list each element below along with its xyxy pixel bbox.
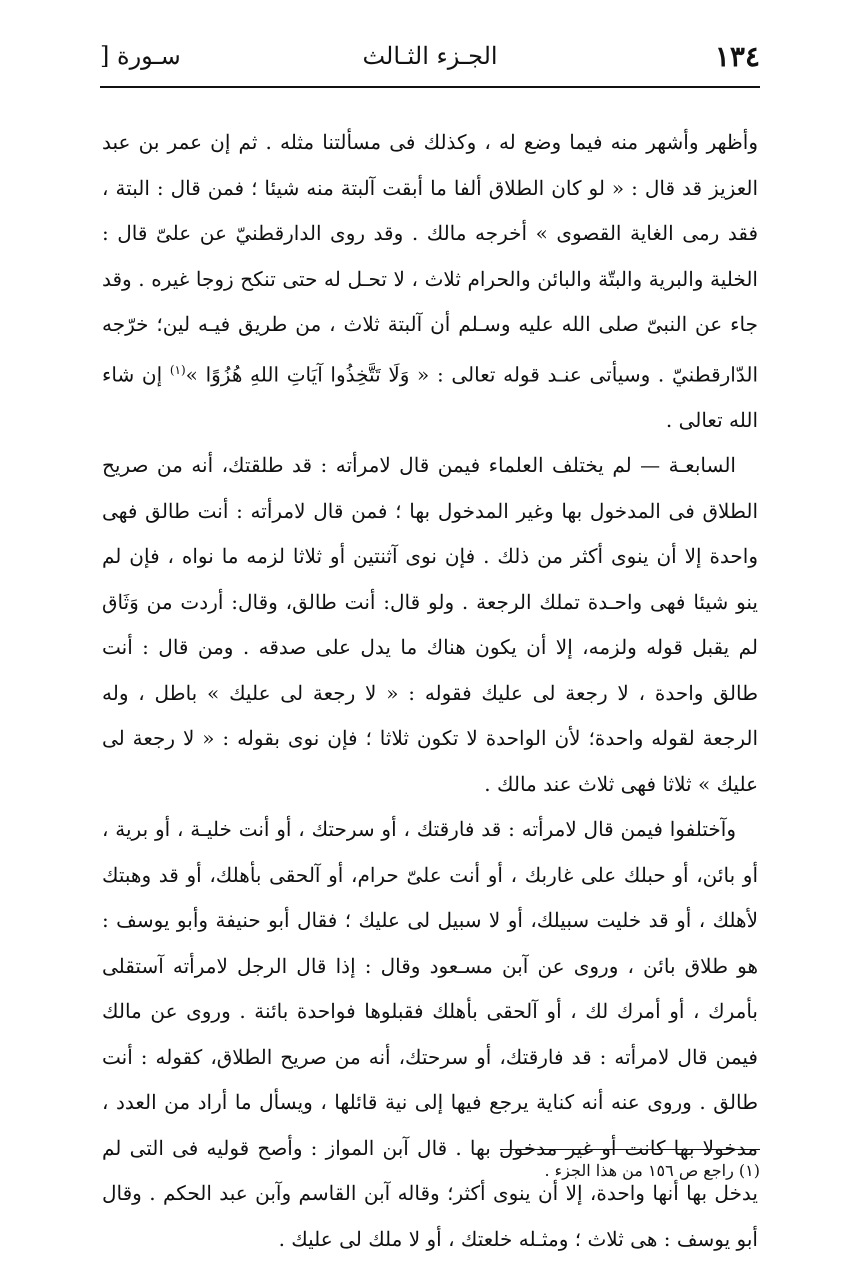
surah-label: سـورة [ bbox=[100, 42, 181, 70]
paragraph-3: وآختلفوا فيمن قال لامرأته : قد فارقتك ، أو سرحتك ، أو أنت خليـة ، أو برية ، أو بائن، أو حبلك على غاربك ، أو أنت علىّ حرام، أو آلحقى بأهلك، أو قد وهبتك لأهلك ، أو قد خليت سبيلك، أو لا سبيل لى عليك ؛ فقال أبو حنيفة وأبو يوسف : هو طلاق بائن ، وروى عن آبن مسـعود وقال : إذا قال الرجل لامرأته آستقلى بأمرك ، أو أمرك لك ، أو آلحقى بأهلك فقبلوها فواحدة بائنة . وروى عن مالك فيمن قال لامرأته : قد فارقتك، أو سرحتك، أنه من صريح الطلاق، كقوله : أنت طالق . وروى عنه أنه كناية يرجع فيها إلى نية قائلها ، ويسأل ما أراد من العدد ، مدخولا بها كانت أو غير مدخول بها . قال آبن المواز : وأصح قوليه فى التى لم يدخل بها أنها واحدة، إلا أن ينوى أكثر؛ وقاله آبن القاسم وآبن عبد الحكم . وقال أبو يوسف : هى ثلاث ؛ ومثـله خلعتك ، أو لا ملك لى عليك . bbox=[102, 817, 759, 1251]
part-title: الجـزء الثـالث bbox=[362, 42, 498, 70]
running-header bbox=[100, 40, 760, 80]
main-text bbox=[102, 120, 758, 1262]
page-number: ١٣٤ bbox=[714, 40, 760, 73]
header-rule bbox=[100, 86, 760, 88]
paragraph-1 bbox=[102, 120, 758, 443]
paragraph-1-end: إن شاء الله تعالى . bbox=[102, 362, 758, 432]
footnote-rule bbox=[500, 1149, 760, 1150]
footnote: (١) راجع ص ١٥٦ من هذا الجزء . bbox=[544, 1161, 760, 1180]
footnote-marker: (١) bbox=[169, 362, 186, 377]
paragraph-1-text: وأظهر وأشهر منه فيما وضع له ، وكذلك فى مسألتنا مثله . ثم إن عمر بن عبد العزيز قد قال : « لو كان الطلاق ألفا ما أبقت آلبتة منه شيئا ؛ فمن قال : البتة ، فقد رمى الغاية القصوى » أخرجه مالك . وقد روى الدارقطنيّ عن علىّ قال : الخلية والبرية والبتّة والبائن والحرام ثلاث ، لا تحـل له حتى تنكح زوجا غيره . وقد جاء عن النبىّ صلى الله عليه وسـلم أن آلبتة ثلاث ، من طريق فيـه لين؛ خرّجه الدّارقطنيّ . وسيأتى عنـد قوله تعالى : « وَلَا تَتَّخِذُوا آيَاتِ اللهِ هُزُوًا » bbox=[102, 130, 758, 387]
paragraph-2: السابعـة — لم يختلف العلماء فيمن قال لامرأته : قد طلقتك، أنه من صريح الطلاق فى المدخول بها وغير المدخول بها ؛ فمن قال لامرأته : أنت طالق فهى واحدة إلا أن ينوى أكثر من ذلك . فإن نوى آثنتين أو ثلاثا لزمه ما نواه ، فإن لم ينو شيئا فهى واحـدة تملك الرجعة . ولو قال: أنت طالق، وقال: أردت من وَثَاق لم يقبل قوله ولزمه، إلا أن يكون هناك ما يدل على صدقه . ومن قال : أنت طالق واحدة ، لا رجعة لى عليك فقوله : « لا رجعة لى عليك » باطل ، وله الرجعة لقوله واحدة؛ لأن الواحدة لا تكون ثلاثا ؛ فإن نوى بقوله : « لا رجعة لى عليك » ثلاثا فهى ثلاث عند مالك . bbox=[102, 453, 759, 796]
